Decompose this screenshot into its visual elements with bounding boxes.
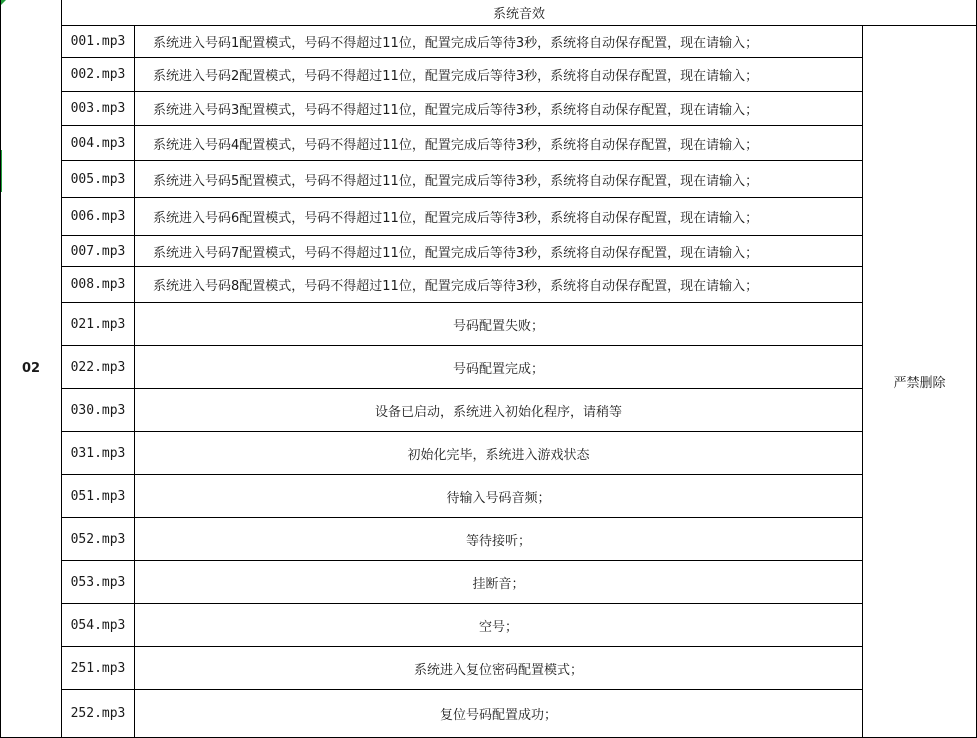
description: 复位号码配置成功； <box>135 690 863 738</box>
table-row <box>1 267 977 303</box>
table-row <box>1 518 977 561</box>
file-name: 031.mp3 <box>62 432 135 475</box>
file-name: 252.mp3 <box>62 690 135 738</box>
file-name: 001.mp3 <box>62 26 135 58</box>
file-name: 006.mp3 <box>62 198 135 236</box>
description: 设备已启动，系统进入初始化程序，请稍等 <box>135 389 863 432</box>
file-name: 051.mp3 <box>62 475 135 518</box>
retention-note: 严禁删除 <box>863 26 977 738</box>
description: 挂断音； <box>135 561 863 604</box>
file-name: 003.mp3 <box>62 92 135 126</box>
table-row <box>1 475 977 518</box>
description: 系统进入号码2配置模式，号码不得超过11位，配置完成后等待3秒，系统将自动保存配置，现在请输入； <box>135 58 863 92</box>
table-row <box>1 389 977 432</box>
file-name: 008.mp3 <box>62 267 135 303</box>
table-row <box>1 561 977 604</box>
description: 系统进入复位密码配置模式； <box>135 647 863 690</box>
file-name: 021.mp3 <box>62 303 135 346</box>
file-name: 002.mp3 <box>62 58 135 92</box>
table-row <box>1 198 977 236</box>
description: 系统进入号码5配置模式，号码不得超过11位，配置完成后等待3秒，系统将自动保存配置，现在请输入； <box>135 161 863 198</box>
description: 初始化完毕，系统进入游戏状态 <box>135 432 863 475</box>
table-row <box>1 690 977 738</box>
file-name: 052.mp3 <box>62 518 135 561</box>
table-row <box>1 432 977 475</box>
table-row <box>1 303 977 346</box>
description: 系统进入号码8配置模式，号码不得超过11位，配置完成后等待3秒，系统将自动保存配置，现在请输入； <box>135 267 863 303</box>
file-name: 007.mp3 <box>62 236 135 267</box>
table-row <box>1 58 977 92</box>
file-name: 053.mp3 <box>62 561 135 604</box>
file-name: 005.mp3 <box>62 161 135 198</box>
table-row <box>1 92 977 126</box>
description: 号码配置完成； <box>135 346 863 389</box>
table-row <box>1 647 977 690</box>
table-row <box>1 346 977 389</box>
file-name: 022.mp3 <box>62 346 135 389</box>
description: 系统进入号码1配置模式，号码不得超过11位，配置完成后等待3秒，系统将自动保存配置，现在请输入； <box>135 26 863 58</box>
section-title: 系统音效 <box>62 0 977 26</box>
description: 系统进入号码3配置模式，号码不得超过11位，配置完成后等待3秒，系统将自动保存配置，现在请输入； <box>135 92 863 126</box>
description: 号码配置失败； <box>135 303 863 346</box>
description: 等待接听； <box>135 518 863 561</box>
description: 系统进入号码7配置模式，号码不得超过11位，配置完成后等待3秒，系统将自动保存配置，现在请输入； <box>135 236 863 267</box>
description: 系统进入号码6配置模式，号码不得超过11位，配置完成后等待3秒，系统将自动保存配置，现在请输入； <box>135 198 863 236</box>
table-row <box>1 604 977 647</box>
description: 空号； <box>135 604 863 647</box>
table-row <box>1 161 977 198</box>
header-row <box>1 0 977 26</box>
description: 系统进入号码4配置模式，号码不得超过11位，配置完成后等待3秒，系统将自动保存配置，现在请输入； <box>135 126 863 161</box>
description: 待输入号码音频； <box>135 475 863 518</box>
table-row <box>1 126 977 161</box>
file-name: 004.mp3 <box>62 126 135 161</box>
section-id: 02 <box>1 0 62 738</box>
table-row <box>1 236 977 267</box>
file-name: 251.mp3 <box>62 647 135 690</box>
file-name: 030.mp3 <box>62 389 135 432</box>
table-row <box>1 26 977 58</box>
file-name: 054.mp3 <box>62 604 135 647</box>
